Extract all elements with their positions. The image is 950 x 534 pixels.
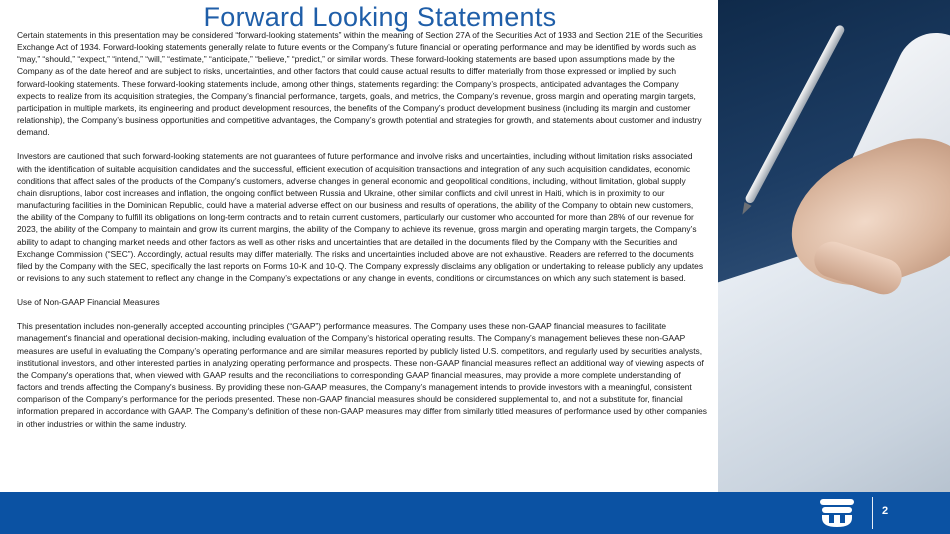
page-title: Forward Looking Statements <box>203 2 557 32</box>
footer-bar <box>0 492 950 534</box>
hand-writing-pen-photo <box>718 0 950 492</box>
section-heading-non-gaap: Use of Non-GAAP Financial Measures <box>17 297 160 308</box>
footer-divider <box>872 497 873 529</box>
paragraph-risk-caution: Investors are cautioned that such forward-looking statements are not guarantees of future performance and involve risks and uncertainties, including without limitation risks associated with the identification of suitable acquisition candidates and the successful, efficient execution of acquisition transactions and integration of any such acquisition candidates, economic conditions that affect sales of the products of the Company’s customers, adverse changes in general economic and geopolitical conditions, including, without limitation, global supply chain disruptions, labor cost increases and inflation, the ongoing conflict between Russia and Ukraine, other similar conflicts and civil unrest in Haiti, which is in proximity to our manufacturing facilities in the Dominican Republic, could have a material adverse effect on our business and results of operations, the ability of the Company to obtain new customers, the ability of the Company to fulfill its obligations on long-term contracts and to retain current customers, particularly our customer who accounted for more than 28% of our revenue for 2023, the ability of the Company to maintain and grow its current margins, the ability of the Company to achieve its revenue, gross margin and operating margin targets, the Company’s ability to adapt to changing market needs and other factors as well as other risks and uncertainties that are detailed in the documents filed by the Company with the Securities and Exchange Commission (“SEC”). Accordingly, actual results may differ materially. The risks and uncertainties included above are not exhaustive. Readers are referred to the documents filed by the Company with the SEC, specifically the last reports on Forms 10-K and 10-Q. The Company expressly disclaims any obligation or undertaking to release publicly any updates or revisions to any such statement to reflect any change in the Company’s expectations or any change in events, conditions or circumstances on which any such statement is based. <box>17 151 704 283</box>
paragraph-non-gaap: This presentation includes non-generally accepted accounting principles (“GAAP”) performance measures. The Company uses these non-GAAP financial measures to facilitate management's financial and operational decision-making, including evaluation of the Company’s historical operating results. The Company’s management believes these non-GAAP measures are useful in evaluating the Company’s operating performance and are similar measures reported by publicly listed U.S. competitors, and regularly used by securities analysts, institutional investors, and other interested parties in analyzing operating performance and prospects. These non-GAAP financial measures reflect an additional way of viewing aspects of the Company's operations that, when viewed with GAAP results and the reconciliations to corresponding GAAP financial measures, may provide a more complete understanding of factors and trends affecting the Company's business. By providing these non-GAAP measures, the Company’s management intends to provide investors with a meaningful, consistent comparison of the Company’s performance for the periods presented. These non-GAAP financial measures should be considered supplemental to, and not a substitute for, financial information prepared in accordance with GAAP. The Company's definition of these non-GAAP measures may differ from similarly titled measures of performance used by other companies in other industries or within the same industry. <box>17 321 707 429</box>
pen-tip-shape <box>739 202 752 216</box>
statement-body <box>17 29 707 442</box>
company-logo-icon <box>818 498 856 528</box>
paragraph-forward-looking-intro: Certain statements in this presentation may be considered “forward-looking statements” within the meaning of Section 27A of the Securities Act of 1933 and Section 21E of the Securities Exchange Act of 1934. Forward-looking statements generally relate to future events or the Company’s future financial or operating performance and may be identified by words such as “may,” “should,” “expect,” “intend,” “will,” “estimate,” “anticipate,” “believe,” “predict,” or similar words. These forward-looking statements are based upon assumptions made by the Company as of the date hereof and are subject to risks, uncertainties, and other factors that could cause actual results to differ materially from those expressed or implied by such forward-looking statements. These forward-looking statements include, among other things, statements regarding: the Company’s prospects, anticipated advantages the Company expects to realize from its acquisition strategies, the Company’s financial performance, targets, goals, and metrics, the Company’s revenue, gross margin and operating margin targets, participation in multiple markets, its engineering and product development resources, the benefits of the Company’s product development business (including its margin and customer relationship), the Company’s business opportunities and competitive advantages, the Company’s growth potential and strategies for growth, and statements about customer and industry demand. <box>17 30 703 138</box>
page-number: 2 <box>882 505 889 517</box>
